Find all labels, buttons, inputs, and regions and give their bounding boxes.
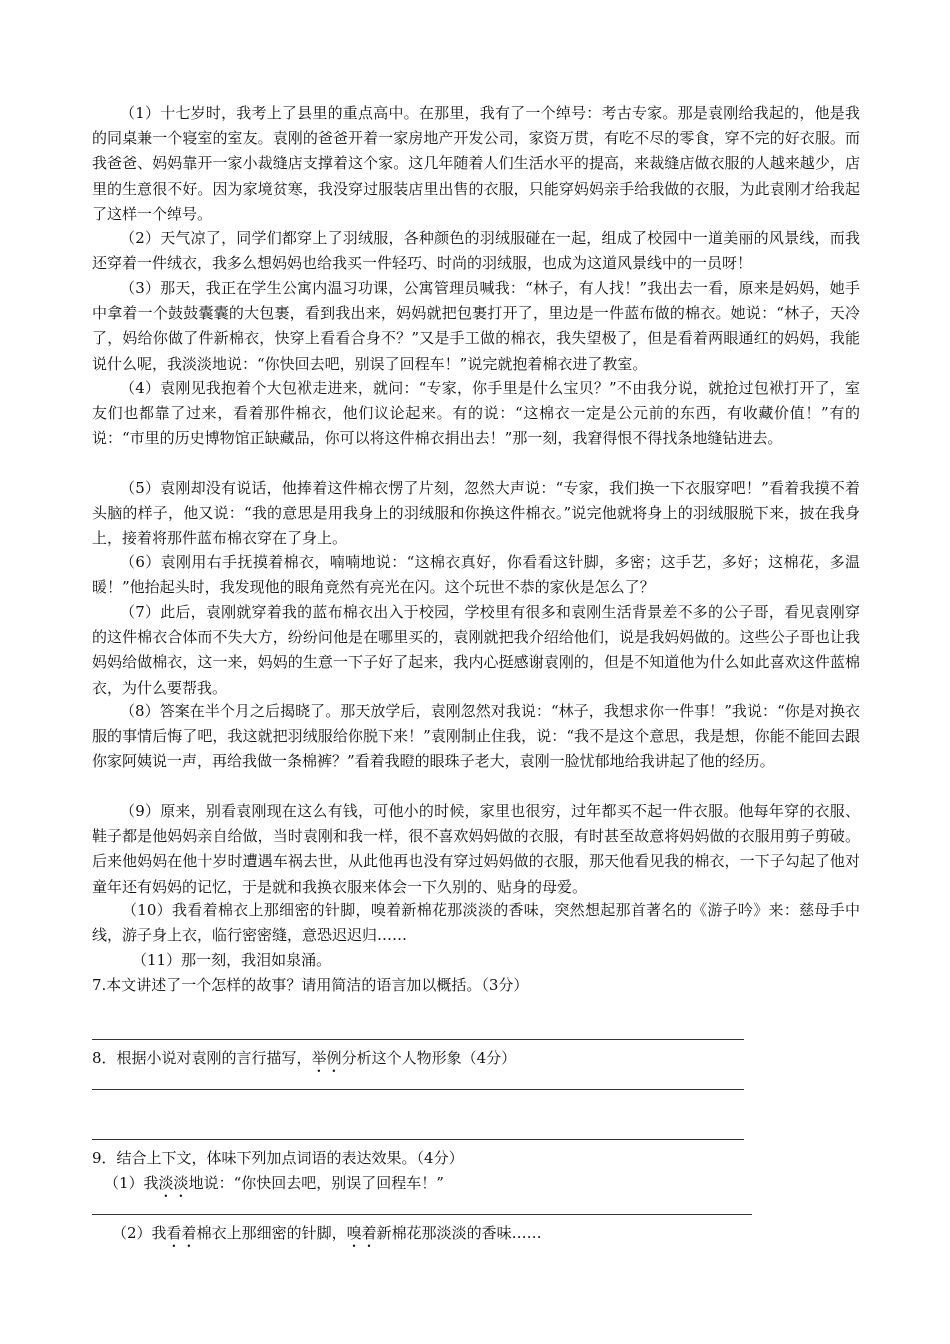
question-7: 7.本文讲述了一个怎样的故事？请用简洁的语言加以概括。（3分） xyxy=(92,976,529,994)
question-9-2-dotted-word-1: 看着 xyxy=(166,1224,197,1242)
question-9-2-dotted-word-2: 嗅着 xyxy=(346,1224,377,1242)
question-9-2-text-a: （2）我 xyxy=(112,1224,167,1242)
question-9-1-text-a: （1）我 xyxy=(104,1174,159,1192)
question-8-text-b: 分析这个人物形象（4分） xyxy=(341,1049,517,1067)
passage-paragraph-10: （10）我看着棉衣上那细密的针脚，嗅着新棉花那淡淡的香味，突然想起那首著名的《游子吟》来：慈母手中线，游子身上衣，临行密密缝，意恐迟迟归…… xyxy=(92,901,860,945)
passage-paragraph-4: （4）袁刚见我抱着个大包袱走进来，就问：“专家，你手里是什么宝贝？”不由我分说，就抢过包袱打开了，室友们也都靠了过来，看着那件棉衣，他们议论起来。有的说：“这棉衣一定是公元前的东西，有收藏价值！”有的说：“市里的历史博物馆正缺藏品，你可以将这件棉衣捐出去！”那一刻，我窘得恨不得找条地缝钻进去。 xyxy=(92,379,860,448)
passage-paragraph-7: （7）此后，袁刚就穿着我的蓝布棉衣出入于校园，学校里有很多和袁刚生活背景差不多的公子哥，看见袁刚穿的这件棉衣合体而不失大方，纷纷问他是在哪里买的，袁刚就把我介绍给他们，说是我妈妈做的。这些公子哥也让我妈妈给做棉衣，这一来，妈妈的生意一下子好了起来，我内心挺感谢袁刚的，但是不知道他为什么如此喜欢这件蓝棉衣，为什么要帮我。 xyxy=(92,603,860,697)
question-9-1-text-b: 地说：“你快回去吧，别误了回程车！” xyxy=(188,1174,444,1192)
passage-paragraph-3: （3）那天，我正在学生公寓内温习功课，公寓管理员喊我：“林子，有人找！”我出去一看，原来是妈妈，她手中拿着一个鼓鼓囊囊的大包裹，看到我出来，妈妈就把包裹打开了，里边是一件蓝布做的棉衣。她说：“林子，天冷了，妈给你做了件新棉衣，快穿上看看合身不？”又是手工做的棉衣，我失望极了，但是看着两眼通红的妈妈，我能说什么呢，我淡淡地说：“你快回去吧，别误了回程车！”说完就抱着棉衣进了教室。 xyxy=(92,279,860,373)
passage-paragraph-6: （6）袁刚用右手抚摸着棉衣，喃喃地说：“这棉衣真好，你看看这针脚，多密；这手艺，多好；这棉花，多温暖！”他抬起头时，我发现他的眼角竟然有亮光在闪。这个玩世不恭的家伙是怎么了？ xyxy=(92,553,860,597)
question-8-dotted-word: 举例 xyxy=(311,1049,342,1067)
question-9-item-1 xyxy=(104,1171,444,1201)
passage-paragraph-8: （8）答案在半个月之后揭晓了。那天放学后，袁刚忽然对我说：“林子，我想求你一件事！”我说：“你是对换衣服的事情后悔了吧，我这就把羽绒服给你脱下来！”袁刚制止住我，说：“我不是这个意思，我是想，你能不能回去跟你家阿姨说一声，再给我做一条棉裤？”看着我瞪的眼珠子老大，袁刚一脸忧郁地给我讲起了他的经历。 xyxy=(92,702,860,771)
question-9: 9．结合上下文，体味下列加点词语的表达效果。（4分） xyxy=(92,1149,464,1167)
question-9-item-2 xyxy=(112,1221,542,1251)
passage-paragraph-1: （1）十七岁时，我考上了县里的重点高中。在那里，我有了一个绰号：考古专家。那是袁刚给我起的，他是我的同桌兼一个寝室的室友。袁刚的爸爸开着一家房地产开发公司，家资万贯，有吃不尽的零食，穿不完的好衣服。而我爸爸、妈妈靠开一家小裁缝店支撑着这个家。这几年随着人们生活水平的提高，来裁缝店做衣服的人越来越少，店里的生意很不好。因为家境贫寒，我没穿过服装店里出售的衣服，只能穿妈妈亲手给我做的衣服，为此袁刚才给我起了这样一个绰号。 xyxy=(92,104,860,223)
question-9-2-text-b: 棉衣上那细密的针脚， xyxy=(196,1224,347,1242)
question-9-1-dotted-word: 淡淡 xyxy=(158,1174,189,1192)
passage-paragraph-11: （11）那一刻，我泪如泉涌。 xyxy=(132,951,332,969)
passage-paragraph-5: （5）袁刚却没有说话，他捧着这件棉衣愣了片刻，忽然大声说：“专家，我们换一下衣服穿吧！”看着我摸不着头脑的样子，他又说：“我的意思是用我身上的羽绒服和你换这件棉衣。”说完他就将身上的羽绒服脱下来，披在我身上，接着将那件蓝布棉衣穿在了身上。 xyxy=(92,479,860,548)
question-9-2-text-c: 新棉花那淡淡的香味…… xyxy=(376,1224,542,1242)
answer-line-8b[interactable] xyxy=(92,1139,744,1140)
answer-line-7[interactable] xyxy=(92,1039,744,1040)
passage-paragraph-2: （2）天气凉了，同学们都穿上了羽绒服，各种颜色的羽绒服碰在一起，组成了校园中一道美丽的风景线，而我还穿着一件绒衣，我多么想妈妈也给我买一件轻巧、时尚的羽绒服，也成为这道风景线中的一员呀！ xyxy=(92,229,860,273)
question-8 xyxy=(92,1046,516,1076)
passage-paragraph-9: （9）原来，别看袁刚现在这么有钱，可他小的时候，家里也很穷，过年都买不起一件衣服。他每年穿的衣服、鞋子都是他妈妈亲自给做，当时袁刚和我一样，很不喜欢妈妈做的衣服，有时甚至故意将妈妈做的衣服用剪子剪破。后来他妈妈在他十岁时遭遇车祸去世，从此他再也没有穿过妈妈做的衣服，那天他看见我的棉衣，一下子勾起了他对童年还有妈妈的记忆，于是就和我换衣服来体会一下久别的、贴身的母爱。 xyxy=(92,802,860,896)
question-8-text-a: 8．根据小说对袁刚的言行描写， xyxy=(92,1049,312,1067)
answer-line-8a[interactable] xyxy=(92,1089,744,1090)
answer-line-9-1[interactable] xyxy=(92,1214,752,1215)
